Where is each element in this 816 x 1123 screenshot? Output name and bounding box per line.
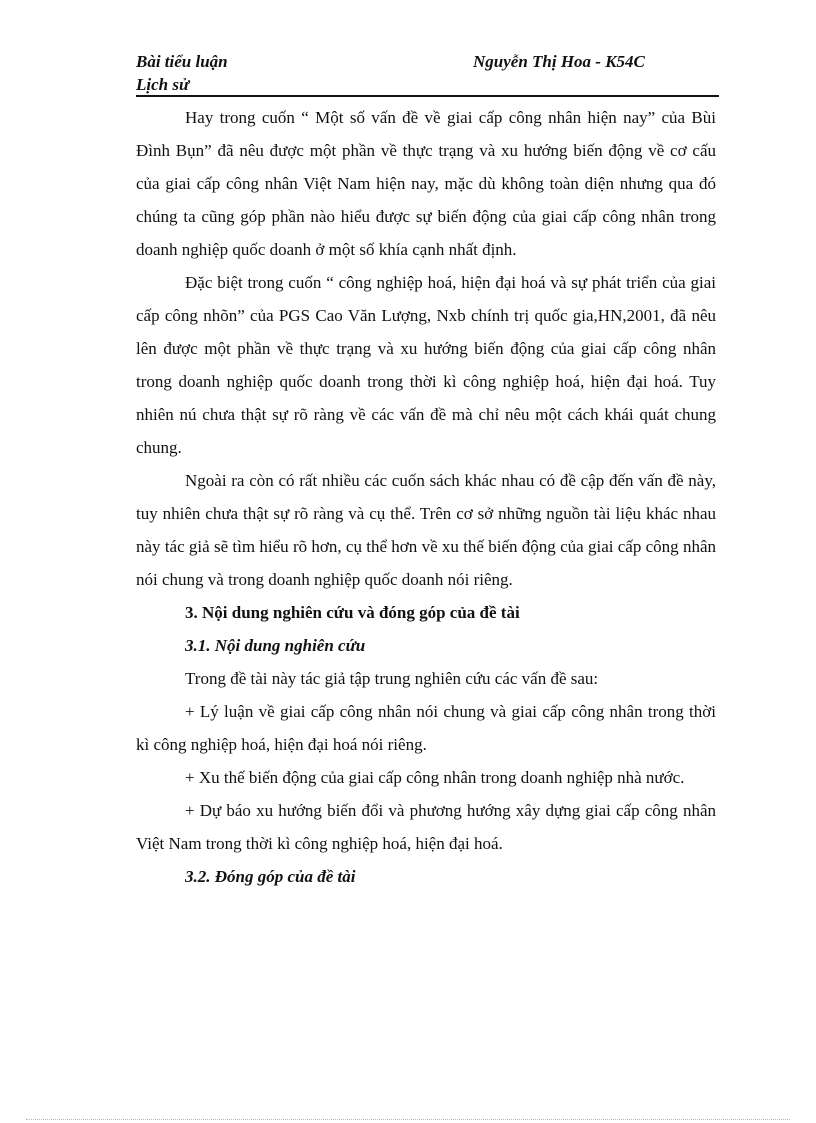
- subsection-heading-1: 3.1. Nội dung nghiên cứu: [185, 636, 366, 655]
- header-title: Bài tiểu luận: [136, 52, 228, 71]
- paragraph: Đặc biệt trong cuốn “ công nghiệp hoá, hiện đại hoá và sự phát triển của giai cấp công nhõn” của PGS Cao Văn Lượng, Nxb chính trị quốc gia,HN,2001, đã nêu lên được một phần về thực trạng và xu hướng biến động của giai cấp công nhân trong doanh nghiệp quốc doanh trong thời kì công nghiệp hoá, hiện đại hoá. Tuy nhiên nú chưa thật sự rõ ràng về các vấn đề mà chỉ nêu một cách khái quát chung chung.: [136, 273, 716, 457]
- list-item: + Dự báo xu hướng biến đổi và phương hướng xây dựng giai cấp công nhân Việt Nam trong thời kì công nghiệp hoá, hiện đại hoá.: [136, 801, 716, 853]
- header-divider: [136, 95, 719, 97]
- list-item: + Lý luận về giai cấp công nhân nói chung và giai cấp công nhân trong thời kì công nghiệp hoá, hiện đại hoá nói riêng.: [136, 702, 716, 754]
- paragraph: Hay trong cuốn “ Một số vấn đề về giai cấp công nhân hiện nay” của Bùi Đình Bụn” đã nêu được một phần về thực trạng và xu hướng biến động về cơ cấu của giai cấp công nhân Việt Nam hiện nay, mặc dù không toàn diện nhưng qua đó chúng ta cũng góp phần nào hiểu được sự biến động của giai cấp công nhân trong doanh nghiệp quốc doanh ở một số khía cạnh nhất định.: [136, 108, 716, 259]
- subsection-heading-2: 3.2. Đóng góp của đề tài: [185, 867, 356, 886]
- header-author: Nguyễn Thị Hoa - K54C: [473, 52, 645, 71]
- intro-paragraph: Trong đề tài này tác giả tập trung nghiên cứu các vấn đề sau:: [185, 669, 599, 688]
- document-body: [136, 101, 716, 893]
- page-bottom-border: [26, 1119, 790, 1120]
- paragraph: Ngoài ra còn có rất nhiều các cuốn sách khác nhau có đề cập đến vấn đề này, tuy nhiên chưa thật sự rõ ràng và cụ thể. Trên cơ sở những nguồn tài liệu khác nhau này tác giả sẽ tìm hiểu rõ hơn, cụ thể hơn về xu thế biến động của giai cấp công nhân nói chung và trong doanh nghiệp quốc doanh nói riêng.: [136, 471, 716, 589]
- header-subject: Lịch sử: [136, 75, 190, 94]
- section-heading: 3. Nội dung nghiên cứu và đóng góp của đề tài: [185, 603, 520, 622]
- list-item: + Xu thế biến động của giai cấp công nhân trong doanh nghiệp nhà nước.: [185, 768, 685, 787]
